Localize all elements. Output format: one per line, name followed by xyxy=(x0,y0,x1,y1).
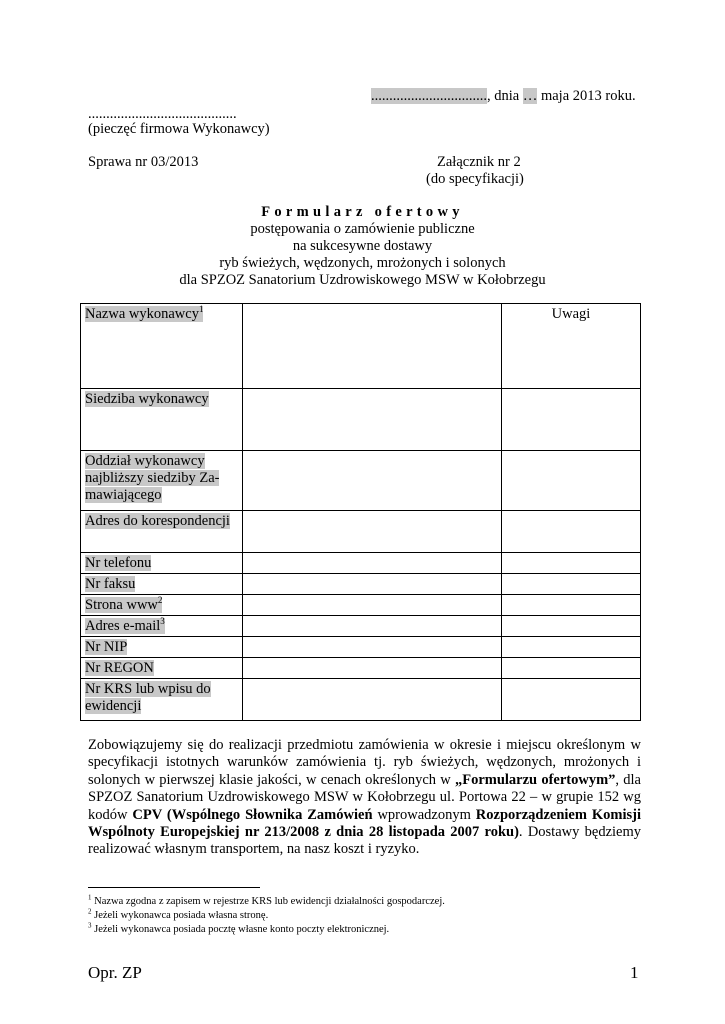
row-label-regon: Nr REGON xyxy=(85,660,154,676)
seat-remarks-cell[interactable] xyxy=(502,389,641,451)
label-cell xyxy=(81,511,243,553)
table-row-krs xyxy=(81,679,641,721)
branch-input-cell[interactable] xyxy=(243,451,502,511)
table-row-seat xyxy=(81,389,641,451)
attachment-number: Załącznik nr 2 xyxy=(437,154,521,170)
table-row-address xyxy=(81,511,641,553)
title-line-3: ryb świeżych, wędzonych, mrożonych i solonych xyxy=(219,255,506,271)
page-number: 1 xyxy=(630,963,639,982)
row-label-krs-1: Nr KRS lub wpisu do xyxy=(85,681,211,697)
name-input-cell[interactable] xyxy=(243,304,502,389)
phone-remarks-cell[interactable] xyxy=(502,553,641,574)
address-remarks-cell[interactable] xyxy=(502,511,641,553)
case-number: Sprawa nr 03/2013 xyxy=(88,154,199,170)
footnote-1: $^1$ Nazwa zgodna z zapisem w rejestrze KRS lub ewidencji działalności gospodarczej. xyxy=(88,893,445,907)
label-cell xyxy=(81,574,243,595)
table-row-fax xyxy=(81,574,641,595)
regon-remarks-cell[interactable] xyxy=(502,658,641,679)
krs-input-cell[interactable] xyxy=(243,679,502,721)
www-input-cell[interactable] xyxy=(243,595,502,616)
footnote-3: $^3$ Jeżeli wykonawca posiada pocztę własne konto poczty elektronicznej. xyxy=(88,921,390,935)
table-row-email xyxy=(81,616,641,637)
regon-input-cell[interactable] xyxy=(243,658,502,679)
table-row-nip xyxy=(81,637,641,658)
row-label-krs-2: ewidencji xyxy=(85,698,142,714)
form-heading: Formularz ofertowy xyxy=(261,204,464,220)
nip-remarks-cell[interactable] xyxy=(502,637,641,658)
label-cell xyxy=(81,616,243,637)
stamp-label: (pieczęć firmowa Wykonawcy) xyxy=(88,121,270,137)
label-cell xyxy=(81,553,243,574)
stamp-dots: ......................................... xyxy=(88,106,237,122)
row-label-nip: Nr NIP xyxy=(85,639,128,655)
table-row-www xyxy=(81,595,641,616)
label-cell xyxy=(81,304,243,389)
remarks-header: Uwagi xyxy=(502,304,641,389)
title-line-1: postępowania o zamówienie publiczne xyxy=(250,221,475,237)
phone-input-cell[interactable] xyxy=(243,553,502,574)
row-label-branch-1: Oddział wykonawcy xyxy=(85,453,205,469)
footnote-2: $^2$ Jeżeli wykonawca posiada własna stronę. xyxy=(88,907,269,921)
row-label-www: Strona www$^2$ xyxy=(85,595,163,613)
date-prefix: , dnia xyxy=(487,88,523,104)
label-cell xyxy=(81,637,243,658)
row-label-email: Adres e-mail$^3$ xyxy=(85,616,165,634)
title-line-2: na sukcesywne dostawy xyxy=(292,238,433,254)
contractor-form-table xyxy=(80,303,641,721)
day-field[interactable]: … xyxy=(522,88,538,104)
table-row-phone xyxy=(81,553,641,574)
row-label-seat: Siedziba wykonawcy xyxy=(85,391,209,407)
label-cell xyxy=(81,389,243,451)
table-row-branch xyxy=(81,451,641,511)
row-label-branch-3: mawiającego xyxy=(85,487,162,503)
date-suffix: maja 2013 roku. xyxy=(537,88,636,104)
date-line xyxy=(371,88,636,105)
title-line-4: dla SPZOZ Sanatorium Uzdrowiskowego MSW w Kołobrzegu xyxy=(179,272,546,288)
table-row-name xyxy=(81,304,641,389)
commitment-paragraph: Zobowiązujemy się do realizacji przedmiotu zamówienia w okresie i miejscu określonym w specyfikacji istotnych warunków zamówienia tj. ryb świeżych, wędzonych, mrożonych i solonych w pierwszej klasie jakości, w cenach określonych w „Formularzu ofertowym”, dla SPZOZ Sanatorium Uzdrowiskowego MSW w Kołobrzegu ul. Portowa 22 – w grupie 152 wg kodów CPV (Wspólnego Słownika Zamówień wprowadzonym Rozporządzeniem Komisji Wspólnoty Europejskiej nr 213/2008 z dnia 28 listopada 2007 roku). Dostawy będziemy realizować własnym transportem, na nasz koszt i ryzyko. xyxy=(88,737,641,858)
fax-input-cell[interactable] xyxy=(243,574,502,595)
branch-remarks-cell[interactable] xyxy=(502,451,641,511)
www-remarks-cell[interactable] xyxy=(502,595,641,616)
label-cell xyxy=(81,595,243,616)
email-remarks-cell[interactable] xyxy=(502,616,641,637)
label-cell xyxy=(81,658,243,679)
footnote-separator xyxy=(88,887,260,888)
krs-remarks-cell[interactable] xyxy=(502,679,641,721)
row-label-name: Nazwa wykonawcy$^1$ xyxy=(85,304,204,322)
footer-author: Opr. ZP xyxy=(88,963,142,982)
row-label-address: Adres do korespondencji xyxy=(85,513,230,529)
fax-remarks-cell[interactable] xyxy=(502,574,641,595)
email-input-cell[interactable] xyxy=(243,616,502,637)
place-field[interactable]: ................................ xyxy=(371,88,487,104)
row-label-phone: Nr telefonu xyxy=(85,555,152,571)
nip-input-cell[interactable] xyxy=(243,637,502,658)
label-cell xyxy=(81,451,243,511)
row-label-fax: Nr faksu xyxy=(85,576,136,592)
row-label-branch-2: najbliższy siedziby Za- xyxy=(85,470,220,486)
table-row-regon xyxy=(81,658,641,679)
attachment-note: (do specyfikacji) xyxy=(426,171,524,187)
seat-input-cell[interactable] xyxy=(243,389,502,451)
label-cell xyxy=(81,679,243,721)
address-input-cell[interactable] xyxy=(243,511,502,553)
